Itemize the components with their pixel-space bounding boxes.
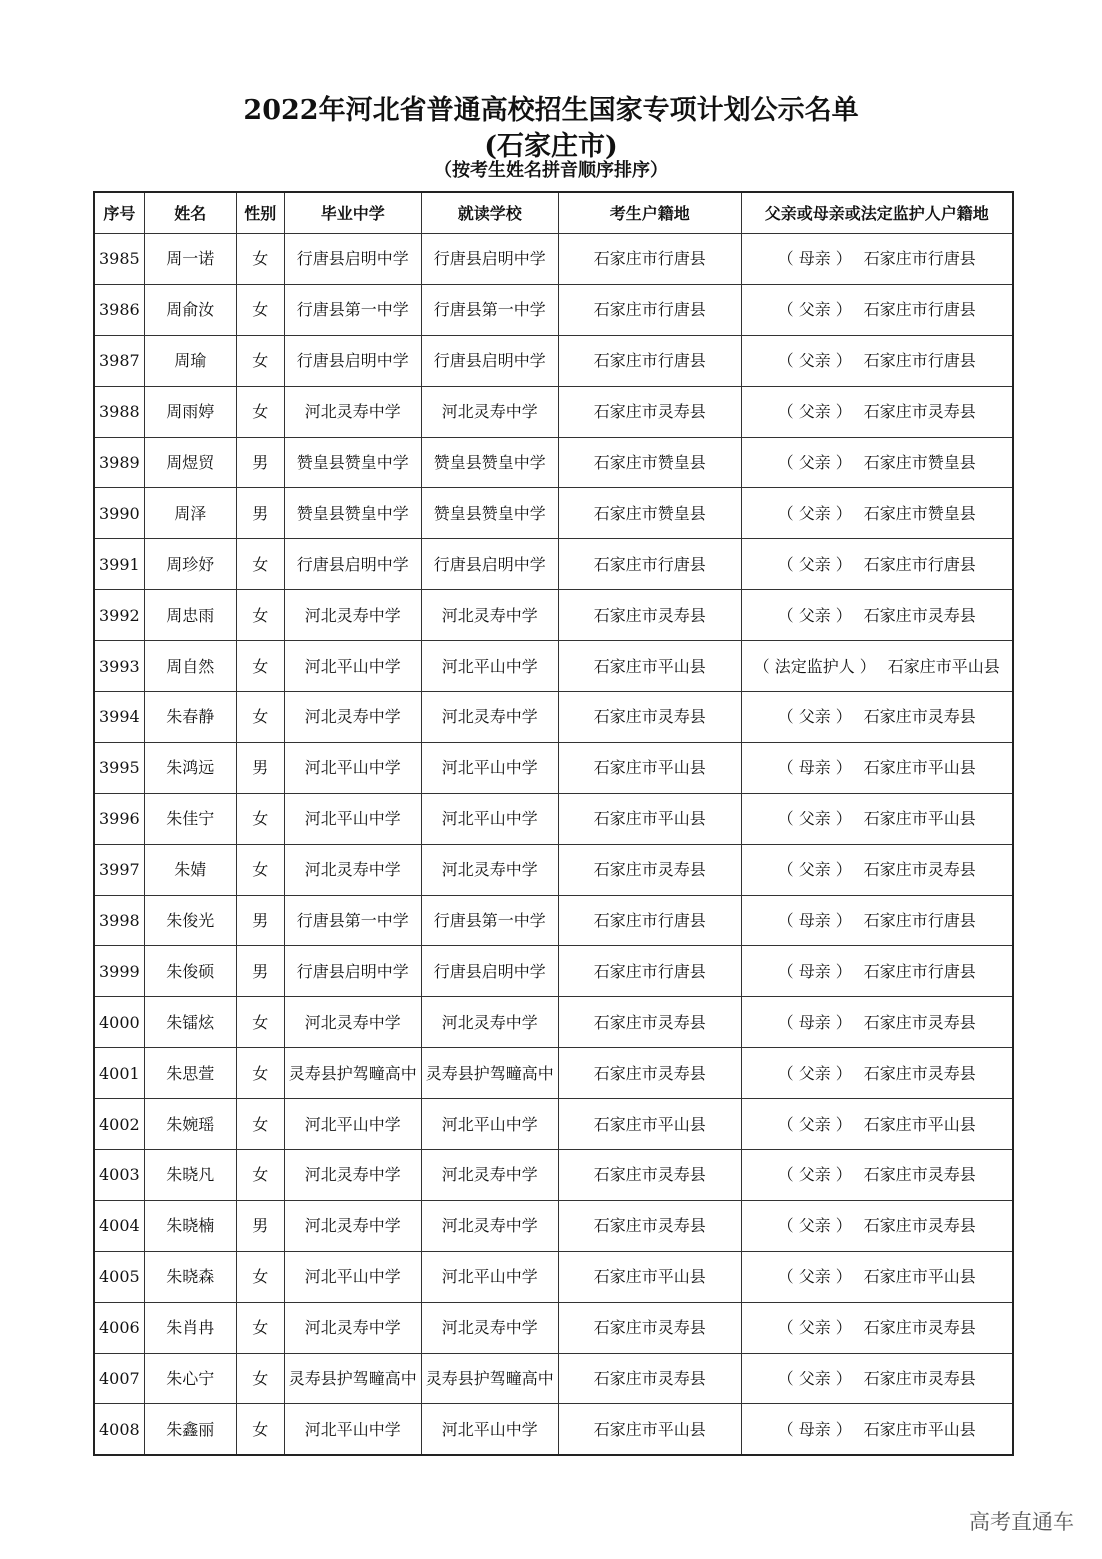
cell-id: 3988 xyxy=(94,386,144,437)
parent-relation: （ 父亲 ） xyxy=(777,503,852,523)
cell-id: 4002 xyxy=(94,1099,144,1150)
cell-parent-hukou xyxy=(741,692,1013,743)
cell-parent-hukou xyxy=(741,895,1013,946)
parent-place: 石家庄市灵寿县 xyxy=(863,1012,976,1032)
cell-hukou: 石家庄市行唐县 xyxy=(558,335,741,386)
parent-relation: （ 父亲 ） xyxy=(777,1267,852,1287)
cell-current-school: 河北平山中学 xyxy=(421,1404,558,1455)
cell-name: 朱俊硕 xyxy=(144,946,236,997)
cell-grad-school: 河北灵寿中学 xyxy=(284,692,421,743)
cell-parent-hukou xyxy=(741,590,1013,641)
cell-id: 3998 xyxy=(94,895,144,946)
parent-place: 石家庄市行唐县 xyxy=(863,249,976,269)
cell-name: 朱佳宁 xyxy=(144,793,236,844)
parent-place: 石家庄市灵寿县 xyxy=(863,1165,976,1185)
parent-place: 石家庄市灵寿县 xyxy=(863,860,976,880)
parent-relation: （ 母亲 ） xyxy=(777,1012,852,1032)
parent-place: 石家庄市灵寿县 xyxy=(863,1216,976,1236)
header-hukou: 考生户籍地 xyxy=(558,192,741,234)
cell-parent-hukou xyxy=(741,1048,1013,1099)
cell-id: 4004 xyxy=(94,1200,144,1251)
document-title: 2022年河北省普通高校招生国家专项计划公示名单 xyxy=(243,95,859,126)
header-gender: 性别 xyxy=(236,192,284,234)
cell-name: 周忠雨 xyxy=(144,590,236,641)
parent-place: 石家庄市灵寿县 xyxy=(863,707,976,727)
cell-grad-school: 河北灵寿中学 xyxy=(284,1302,421,1353)
cell-parent-hukou xyxy=(741,284,1013,335)
parent-relation: （ 父亲 ） xyxy=(777,300,852,320)
parent-relation: （ 父亲 ） xyxy=(777,554,852,574)
cell-name: 朱鸿远 xyxy=(144,742,236,793)
cell-hukou: 石家庄市灵寿县 xyxy=(558,844,741,895)
parent-relation: （ 父亲 ） xyxy=(777,1216,852,1236)
parent-relation: （ 父亲 ） xyxy=(777,1114,852,1134)
cell-name: 朱镭炫 xyxy=(144,997,236,1048)
cell-parent-hukou xyxy=(741,997,1013,1048)
cell-name: 周泽 xyxy=(144,488,236,539)
table-row xyxy=(94,437,1013,488)
parent-relation: （ 父亲 ） xyxy=(777,453,852,472)
cell-current-school: 行唐县第一中学 xyxy=(421,895,558,946)
cell-id: 3997 xyxy=(94,844,144,895)
cell-id: 3986 xyxy=(94,284,144,335)
cell-current-school: 赞皇县赞皇中学 xyxy=(421,488,558,539)
cell-name: 朱婧 xyxy=(144,844,236,895)
cell-name: 周雨婷 xyxy=(144,386,236,437)
cell-id: 3994 xyxy=(94,692,144,743)
cell-id: 4007 xyxy=(94,1353,144,1404)
cell-id: 3989 xyxy=(94,437,144,488)
header-grad-school: 毕业中学 xyxy=(284,192,421,234)
cell-parent-hukou xyxy=(741,1353,1013,1404)
cell-name: 周一诺 xyxy=(144,234,236,285)
parent-relation: （ 母亲 ） xyxy=(777,1419,852,1439)
cell-gender: 女 xyxy=(236,1251,284,1302)
cell-grad-school: 河北灵寿中学 xyxy=(284,844,421,895)
table-row xyxy=(94,1200,1013,1251)
cell-parent-hukou xyxy=(741,335,1013,386)
cell-hukou: 石家庄市行唐县 xyxy=(558,539,741,590)
cell-name: 朱思萱 xyxy=(144,1048,236,1099)
cell-hukou: 石家庄市行唐县 xyxy=(558,234,741,285)
cell-gender: 女 xyxy=(236,1099,284,1150)
cell-id: 4008 xyxy=(94,1404,144,1455)
cell-hukou: 石家庄市灵寿县 xyxy=(558,1200,741,1251)
table-row xyxy=(94,335,1013,386)
cell-grad-school: 河北灵寿中学 xyxy=(284,386,421,437)
parent-relation: （ 父亲 ） xyxy=(777,402,852,422)
cell-hukou: 石家庄市灵寿县 xyxy=(558,1150,741,1201)
cell-hukou: 石家庄市行唐县 xyxy=(558,946,741,997)
cell-parent-hukou xyxy=(741,1099,1013,1150)
cell-name: 周自然 xyxy=(144,641,236,692)
cell-current-school: 行唐县启明中学 xyxy=(421,539,558,590)
table-row xyxy=(94,1099,1013,1150)
parent-place: 石家庄市平山县 xyxy=(863,1114,976,1134)
parent-relation: （ 母亲 ） xyxy=(777,249,852,269)
cell-name: 周珍妤 xyxy=(144,539,236,590)
cell-grad-school: 灵寿县护驾疃高中 xyxy=(284,1353,421,1404)
header-id: 序号 xyxy=(94,192,144,234)
table-row xyxy=(94,844,1013,895)
table-row xyxy=(94,539,1013,590)
table-row xyxy=(94,641,1013,692)
cell-gender: 女 xyxy=(236,1404,284,1455)
cell-name: 朱肖冉 xyxy=(144,1302,236,1353)
cell-grad-school: 行唐县启明中学 xyxy=(284,234,421,285)
cell-grad-school: 河北灵寿中学 xyxy=(284,1150,421,1201)
cell-current-school: 河北平山中学 xyxy=(421,1251,558,1302)
cell-id: 3985 xyxy=(94,234,144,285)
cell-current-school: 灵寿县护驾疃高中 xyxy=(421,1353,558,1404)
cell-parent-hukou xyxy=(741,1200,1013,1251)
cell-id: 3999 xyxy=(94,946,144,997)
parent-place: 石家庄市赞皇县 xyxy=(863,453,976,472)
parent-relation: （ 父亲 ） xyxy=(777,1369,852,1389)
table-row xyxy=(94,997,1013,1048)
cell-current-school: 灵寿县护驾疃高中 xyxy=(421,1048,558,1099)
cell-name: 周俞汝 xyxy=(144,284,236,335)
cell-hukou: 石家庄市灵寿县 xyxy=(558,590,741,641)
cell-name: 朱鑫丽 xyxy=(144,1404,236,1455)
cell-hukou: 石家庄市赞皇县 xyxy=(558,488,741,539)
cell-id: 3987 xyxy=(94,335,144,386)
parent-place: 石家庄市平山县 xyxy=(863,758,976,778)
table-row xyxy=(94,1251,1013,1302)
cell-current-school: 行唐县启明中学 xyxy=(421,946,558,997)
table-row xyxy=(94,234,1013,285)
cell-grad-school: 行唐县第一中学 xyxy=(284,284,421,335)
parent-place: 石家庄市行唐县 xyxy=(863,351,976,371)
cell-parent-hukou xyxy=(741,1302,1013,1353)
cell-id: 4001 xyxy=(94,1048,144,1099)
parent-place: 石家庄市灵寿县 xyxy=(863,1369,976,1389)
parent-relation: （ 父亲 ） xyxy=(777,605,852,625)
cell-grad-school: 河北平山中学 xyxy=(284,1251,421,1302)
parent-place: 石家庄市灵寿县 xyxy=(863,402,976,422)
table-row xyxy=(94,488,1013,539)
table-header-row xyxy=(94,192,1013,234)
parent-relation: （ 母亲 ） xyxy=(777,758,852,778)
parent-relation: （ 父亲 ） xyxy=(777,860,852,880)
cell-parent-hukou xyxy=(741,641,1013,692)
cell-id: 3992 xyxy=(94,590,144,641)
cell-parent-hukou xyxy=(741,1404,1013,1455)
table-row xyxy=(94,1353,1013,1404)
cell-gender: 女 xyxy=(236,284,284,335)
parent-relation: （ 母亲 ） xyxy=(777,961,852,981)
header-parent-hukou: 父亲或母亲或法定监护人户籍地 xyxy=(741,192,1013,234)
cell-gender: 女 xyxy=(236,386,284,437)
cell-hukou: 石家庄市灵寿县 xyxy=(558,997,741,1048)
cell-gender: 女 xyxy=(236,590,284,641)
cell-current-school: 行唐县第一中学 xyxy=(421,284,558,335)
cell-gender: 女 xyxy=(236,539,284,590)
cell-name: 周瑜 xyxy=(144,335,236,386)
cell-name: 朱心宁 xyxy=(144,1353,236,1404)
cell-current-school: 河北平山中学 xyxy=(421,793,558,844)
header-current-school: 就读学校 xyxy=(421,192,558,234)
cell-gender: 女 xyxy=(236,1353,284,1404)
cell-id: 3996 xyxy=(94,793,144,844)
roster-table xyxy=(93,191,1014,1456)
cell-name: 朱俊光 xyxy=(144,895,236,946)
cell-current-school: 河北平山中学 xyxy=(421,1099,558,1150)
cell-hukou: 石家庄市灵寿县 xyxy=(558,386,741,437)
cell-hukou: 石家庄市灵寿县 xyxy=(558,1302,741,1353)
cell-hukou: 石家庄市灵寿县 xyxy=(558,1048,741,1099)
cell-hukou: 石家庄市平山县 xyxy=(558,793,741,844)
cell-grad-school: 赞皇县赞皇中学 xyxy=(284,437,421,488)
cell-id: 4006 xyxy=(94,1302,144,1353)
cell-parent-hukou xyxy=(741,234,1013,285)
table-row xyxy=(94,742,1013,793)
parent-place: 石家庄市平山县 xyxy=(887,656,1000,676)
cell-name: 朱晓森 xyxy=(144,1251,236,1302)
cell-parent-hukou xyxy=(741,844,1013,895)
document-subtitle: (石家庄市) xyxy=(484,131,618,162)
table-row xyxy=(94,1302,1013,1353)
cell-grad-school: 河北平山中学 xyxy=(284,1404,421,1455)
table-row xyxy=(94,793,1013,844)
parent-place: 石家庄市赞皇县 xyxy=(863,503,976,523)
cell-current-school: 行唐县启明中学 xyxy=(421,234,558,285)
table-row xyxy=(94,386,1013,437)
cell-current-school: 行唐县启明中学 xyxy=(421,335,558,386)
cell-grad-school: 行唐县第一中学 xyxy=(284,895,421,946)
cell-hukou: 石家庄市行唐县 xyxy=(558,284,741,335)
parent-place: 石家庄市行唐县 xyxy=(863,554,976,574)
table-row xyxy=(94,1048,1013,1099)
cell-grad-school: 行唐县启明中学 xyxy=(284,539,421,590)
cell-hukou: 石家庄市平山县 xyxy=(558,1404,741,1455)
cell-gender: 女 xyxy=(236,234,284,285)
cell-grad-school: 灵寿县护驾疃高中 xyxy=(284,1048,421,1099)
parent-place: 石家庄市平山县 xyxy=(863,809,976,829)
parent-place: 石家庄市行唐县 xyxy=(863,911,976,931)
cell-id: 4003 xyxy=(94,1150,144,1201)
parent-relation: （ 父亲 ） xyxy=(777,1318,852,1338)
cell-hukou: 石家庄市平山县 xyxy=(558,742,741,793)
cell-grad-school: 行唐县启明中学 xyxy=(284,335,421,386)
table-row xyxy=(94,895,1013,946)
cell-parent-hukou xyxy=(741,386,1013,437)
cell-parent-hukou xyxy=(741,793,1013,844)
cell-gender: 女 xyxy=(236,793,284,844)
cell-hukou: 石家庄市平山县 xyxy=(558,1099,741,1150)
table-row xyxy=(94,284,1013,335)
cell-current-school: 河北灵寿中学 xyxy=(421,386,558,437)
parent-place: 石家庄市灵寿县 xyxy=(863,1063,976,1083)
cell-current-school: 河北平山中学 xyxy=(421,742,558,793)
cell-hukou: 石家庄市灵寿县 xyxy=(558,1353,741,1404)
parent-place: 石家庄市灵寿县 xyxy=(863,1318,976,1338)
parent-relation: （ 法定监护人 ） xyxy=(753,656,876,676)
cell-grad-school: 河北平山中学 xyxy=(284,742,421,793)
cell-gender: 女 xyxy=(236,641,284,692)
parent-place: 石家庄市平山县 xyxy=(863,1419,976,1439)
cell-name: 朱晓楠 xyxy=(144,1200,236,1251)
cell-gender: 女 xyxy=(236,1302,284,1353)
cell-grad-school: 河北灵寿中学 xyxy=(284,997,421,1048)
cell-parent-hukou xyxy=(741,539,1013,590)
cell-current-school: 河北灵寿中学 xyxy=(421,692,558,743)
cell-hukou: 石家庄市平山县 xyxy=(558,1251,741,1302)
parent-relation: （ 父亲 ） xyxy=(777,1063,852,1083)
cell-grad-school: 河北平山中学 xyxy=(284,641,421,692)
table-row xyxy=(94,1150,1013,1201)
cell-gender: 男 xyxy=(236,437,284,488)
cell-name: 朱婉瑶 xyxy=(144,1099,236,1150)
cell-gender: 男 xyxy=(236,488,284,539)
cell-current-school: 河北灵寿中学 xyxy=(421,590,558,641)
cell-grad-school: 河北平山中学 xyxy=(284,1099,421,1150)
parent-place: 石家庄市灵寿县 xyxy=(863,605,976,625)
cell-gender: 女 xyxy=(236,335,284,386)
cell-grad-school: 赞皇县赞皇中学 xyxy=(284,488,421,539)
cell-gender: 女 xyxy=(236,844,284,895)
cell-name: 周煜贸 xyxy=(144,437,236,488)
cell-grad-school: 河北灵寿中学 xyxy=(284,1200,421,1251)
cell-hukou: 石家庄市行唐县 xyxy=(558,895,741,946)
cell-current-school: 河北灵寿中学 xyxy=(421,997,558,1048)
cell-gender: 女 xyxy=(236,1048,284,1099)
cell-current-school: 河北灵寿中学 xyxy=(421,844,558,895)
cell-parent-hukou xyxy=(741,488,1013,539)
parent-relation: （ 母亲 ） xyxy=(777,911,852,931)
cell-current-school: 河北灵寿中学 xyxy=(421,1302,558,1353)
cell-id: 3991 xyxy=(94,539,144,590)
cell-grad-school: 行唐县启明中学 xyxy=(284,946,421,997)
watermark: 高考直通车 xyxy=(969,1510,1074,1534)
cell-current-school: 河北灵寿中学 xyxy=(421,1200,558,1251)
cell-gender: 女 xyxy=(236,692,284,743)
cell-grad-school: 河北灵寿中学 xyxy=(284,590,421,641)
parent-relation: （ 父亲 ） xyxy=(777,1165,852,1185)
cell-hukou: 石家庄市平山县 xyxy=(558,641,741,692)
cell-id: 4005 xyxy=(94,1251,144,1302)
cell-id: 3995 xyxy=(94,742,144,793)
cell-name: 朱春静 xyxy=(144,692,236,743)
table-row xyxy=(94,1404,1013,1455)
cell-hukou: 石家庄市赞皇县 xyxy=(558,437,741,488)
cell-name: 朱晓凡 xyxy=(144,1150,236,1201)
table-row xyxy=(94,946,1013,997)
cell-parent-hukou xyxy=(741,946,1013,997)
cell-gender: 男 xyxy=(236,1200,284,1251)
parent-relation: （ 父亲 ） xyxy=(777,809,852,829)
cell-current-school: 河北平山中学 xyxy=(421,641,558,692)
table-row xyxy=(94,692,1013,743)
cell-gender: 男 xyxy=(236,895,284,946)
cell-gender: 女 xyxy=(236,997,284,1048)
cell-current-school: 赞皇县赞皇中学 xyxy=(421,437,558,488)
parent-relation: （ 父亲 ） xyxy=(777,351,852,371)
cell-gender: 女 xyxy=(236,1150,284,1201)
header-name: 姓名 xyxy=(144,192,236,234)
cell-parent-hukou xyxy=(741,742,1013,793)
cell-current-school: 河北灵寿中学 xyxy=(421,1150,558,1201)
parent-relation: （ 父亲 ） xyxy=(777,707,852,727)
cell-grad-school: 河北平山中学 xyxy=(284,793,421,844)
parent-place: 石家庄市行唐县 xyxy=(863,961,976,981)
table-row xyxy=(94,590,1013,641)
cell-gender: 男 xyxy=(236,946,284,997)
cell-gender: 男 xyxy=(236,742,284,793)
cell-hukou: 石家庄市灵寿县 xyxy=(558,692,741,743)
sort-note: （按考生姓名拼音顺序排序） xyxy=(434,160,668,181)
cell-id: 3990 xyxy=(94,488,144,539)
cell-parent-hukou xyxy=(741,1251,1013,1302)
cell-parent-hukou xyxy=(741,437,1013,488)
cell-id: 3993 xyxy=(94,641,144,692)
cell-id: 4000 xyxy=(94,997,144,1048)
parent-place: 石家庄市行唐县 xyxy=(863,300,976,320)
parent-place: 石家庄市平山县 xyxy=(863,1267,976,1287)
cell-parent-hukou xyxy=(741,1150,1013,1201)
